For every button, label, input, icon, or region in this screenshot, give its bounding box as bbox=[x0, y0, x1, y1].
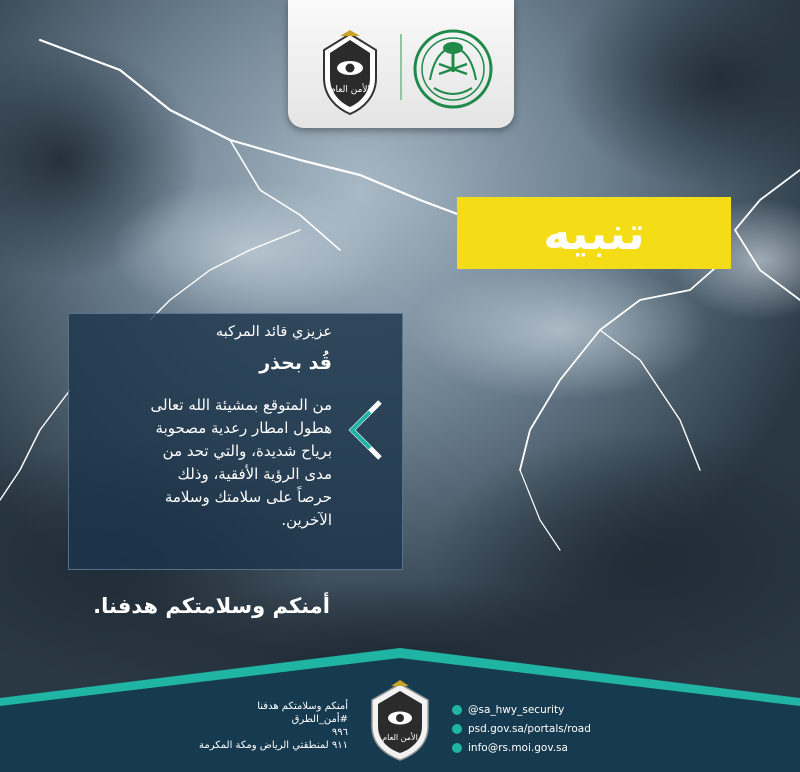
contact-text: @sa_hwy_security bbox=[468, 703, 565, 716]
body-line: الآخرين. bbox=[281, 511, 332, 529]
slogan-text: أمنكم وسلامتكم هدفنا. bbox=[93, 594, 330, 618]
footer-security-emblem bbox=[360, 680, 440, 762]
contact-text: psd.gov.sa/portals/road bbox=[468, 722, 591, 735]
contact-twitter[interactable] bbox=[452, 700, 672, 719]
body-line: حرصاً على سلامتك وسلامة bbox=[164, 488, 332, 506]
ministry-interior-emblem bbox=[412, 28, 494, 110]
footer-emergency: ٩١١ لمنطقتي الرياض ومكة المكرمة bbox=[199, 740, 348, 751]
greeting-text: عزيزي قائد المركبه bbox=[215, 324, 332, 340]
logo-divider bbox=[400, 34, 402, 100]
footer-phone: ٩٩٦ bbox=[331, 727, 348, 738]
body-line: مدى الرؤية الأفقية، وذلك bbox=[177, 465, 332, 483]
warning-body bbox=[80, 394, 332, 532]
alert-banner bbox=[457, 197, 731, 269]
footer-hashtag: #أمن_الطرق bbox=[291, 714, 348, 725]
public-security-emblem bbox=[310, 28, 390, 118]
caution-heading: قُد بحذر bbox=[259, 352, 332, 374]
email-icon bbox=[452, 743, 462, 753]
emblem-text: الأمن العام bbox=[329, 85, 371, 95]
contact-list bbox=[452, 700, 672, 757]
contact-text: info@rs.moi.gov.sa bbox=[468, 741, 568, 754]
chevron-left-icon bbox=[340, 398, 388, 462]
contact-website[interactable] bbox=[452, 719, 672, 738]
logo-card bbox=[288, 0, 514, 128]
globe-icon bbox=[452, 724, 462, 734]
footer-info bbox=[180, 700, 348, 752]
body-line: من المتوقع بمشيئة الله تعالى bbox=[150, 396, 332, 414]
footer-emblem-text: الأمن العام bbox=[382, 733, 418, 742]
twitter-icon bbox=[452, 705, 462, 715]
body-line: هطول امطار رعدية مصحوبة bbox=[155, 419, 332, 437]
contact-email[interactable] bbox=[452, 738, 672, 757]
alert-title: تنبيه bbox=[543, 206, 645, 260]
footer-line: أمنكم وسلامتكم هدفنا bbox=[257, 701, 348, 712]
body-line: برياح شديدة، والتي تحد من bbox=[162, 442, 332, 460]
